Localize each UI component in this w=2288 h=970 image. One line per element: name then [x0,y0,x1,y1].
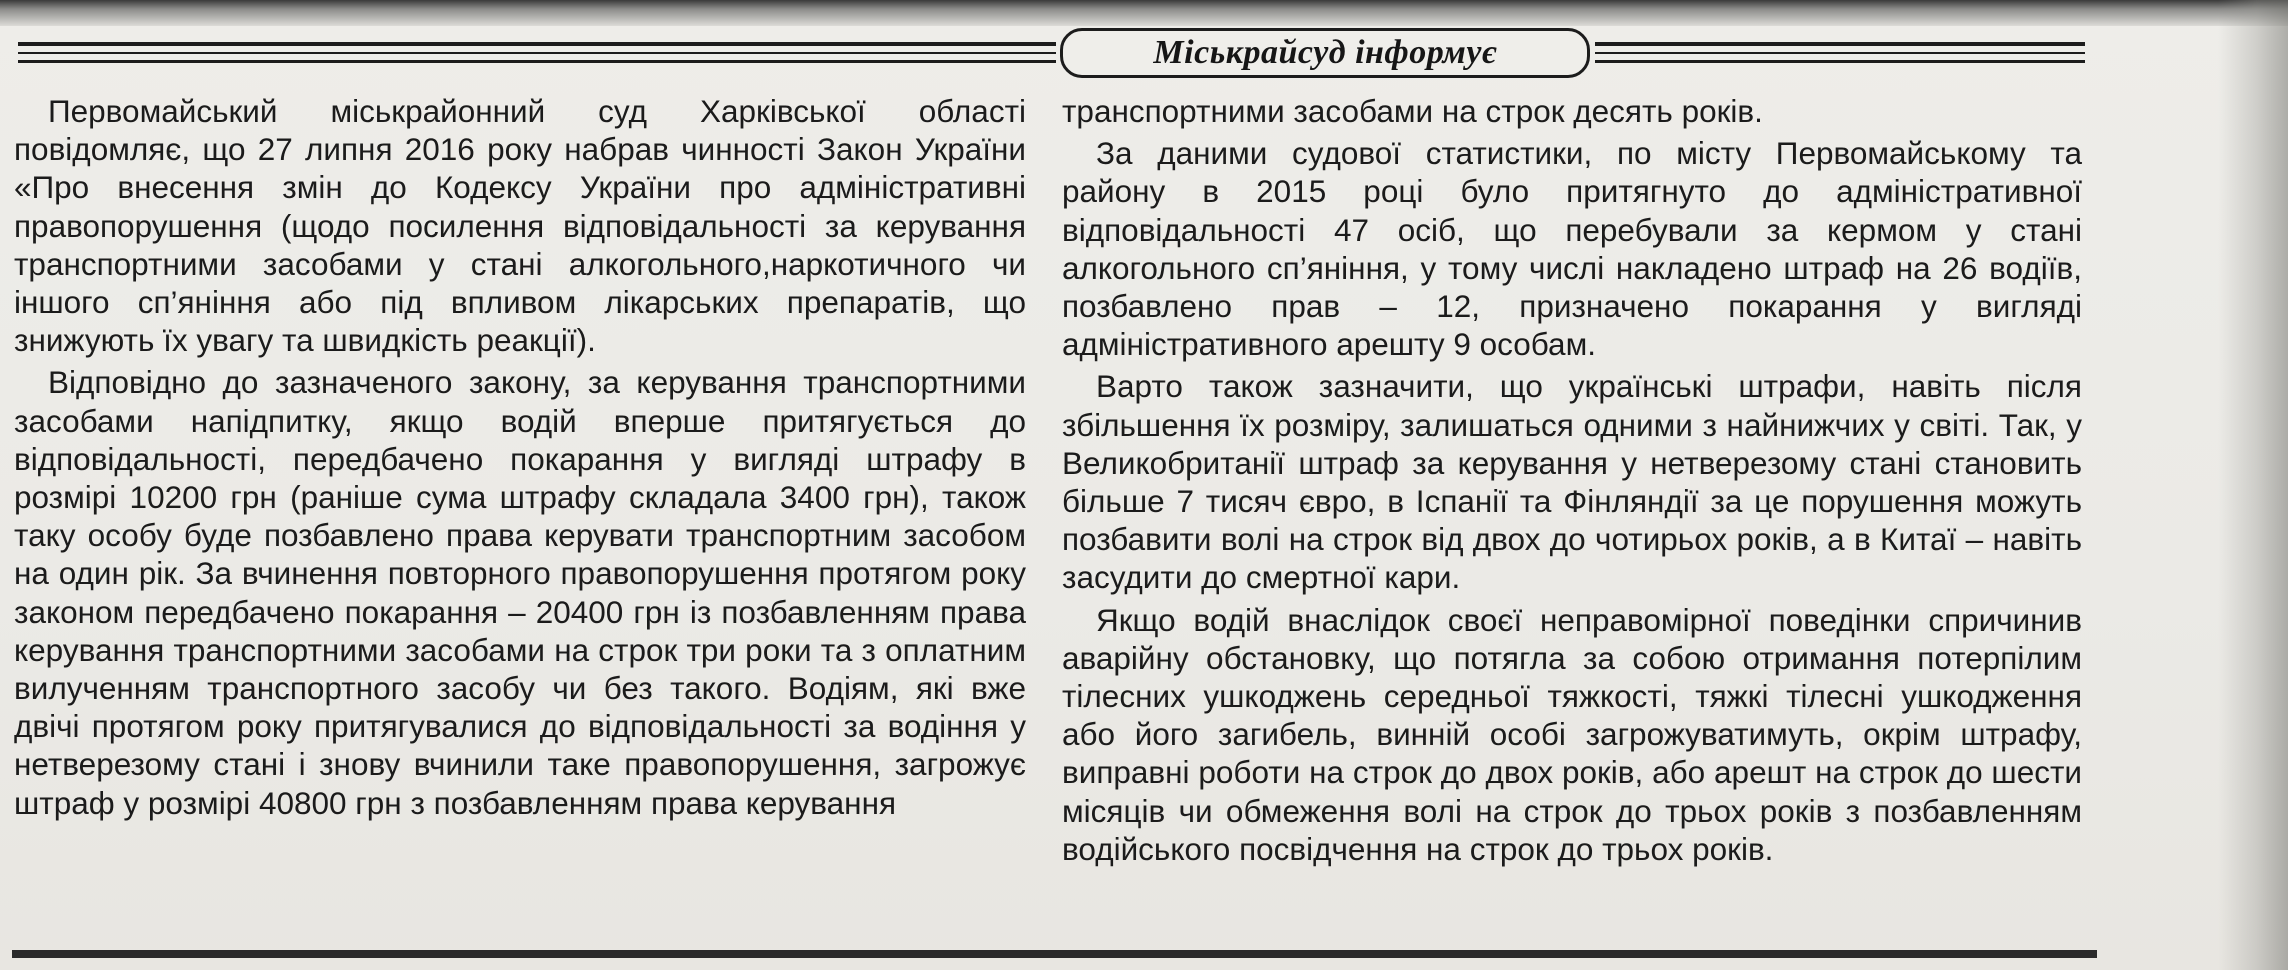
article-paragraph-continued: транспортними засобами на строк десять років. [1062,93,1763,129]
article-paragraph: Варто також зазначити, що українські штрафи, навіть після збільшення їх розміру, залишаться одними з найнижчих у світі. Так, у Великобританії штраф за керування у нетверезому стані становить більше 7 тисяч євро, в Іспанії та Фінляндії за це порушення можуть позбавити волі на строк від двох до чотирьох років, а в Китаї – навіть засудити до смертної кари. [1062,368,2082,596]
article-left-column [14,92,1026,942]
header-rule [18,42,1056,46]
top-edge-strip [0,0,2288,26]
article-paragraph: Відповідно до зазначеного закону, за керування транспортними засобами напідпитку, якщо водій вперше притягується до відповідальності, передбачено покарання у вигляді штрафу в розмірі 10200 грн (раніше сума штрафу складала 3400 грн), також таку особу буде позбавлено права керувати транспортним засобом на один рік. За вчинення повторного правопорушення протягом року законом передбачено покарання – 20400 грн із позбавленням права керування транспортними засобами на строк три роки та з оплатним вилученням транспортного засобу чи без такого. Водіям, які вже двічі протягом року притягувалися до відповідальності за водіння у нетверезому стані і знову вчинили таке правопорушення, загрожує штраф у розмірі 40800 грн з позбавленням права керування [14,364,1026,821]
page-edge-shadow [2218,0,2288,970]
header-rule [1595,60,2085,63]
bottom-rule [12,950,2097,958]
section-header-box [1060,28,1590,78]
header-rule [18,60,1056,63]
header-rule [1595,42,2085,46]
header-rule [1595,52,2085,54]
section-title: Міськрайсуд інформує [1153,34,1497,71]
article-paragraph: Первомайський міськрайонний суд Харківської області повідомляє, що 27 липня 2016 року набрав чинності Закон України «Про внесення змін до Кодексу України про адміністративні правопорушення (щодо посилення відповідальності за керування транспортними засобами у стані алкогольного,наркотичного чи іншого сп’яніння або під впливом лікарських препаратів, що знижують їх увагу та швидкість реакції). [14,93,1026,359]
article-paragraph: За даними судової статистики, по місту Первомайському та району в 2015 році було притягнуто до адміністративної відповідальності 47 осіб, що перебували за кермом у стані алкогольного сп’яніння, у тому числі накладено штраф на 26 водіїв, позбавлено прав – 12, призначено покарання у вигляді адміністративного арешту 9 особам. [1062,135,2082,363]
article-paragraph: Якщо водій внаслідок своєї неправомірної поведінки спричинив аварійну обстановку, що потягла за собою отримання потерпілим тілесних ушкоджень середньої тяжкості, тяжкі тілесні ушкодження або його загибель, винній особі загрожуватимуть, окрім штрафу, виправні роботи на строк до двох років, або арешт на строк до шести місяців чи обмеження волі на строк до трьох років з позбавленням водійського посвідчення на строк до трьох років. [1062,601,2082,867]
article-right-column [1062,92,2082,942]
header-rule [18,52,1056,54]
